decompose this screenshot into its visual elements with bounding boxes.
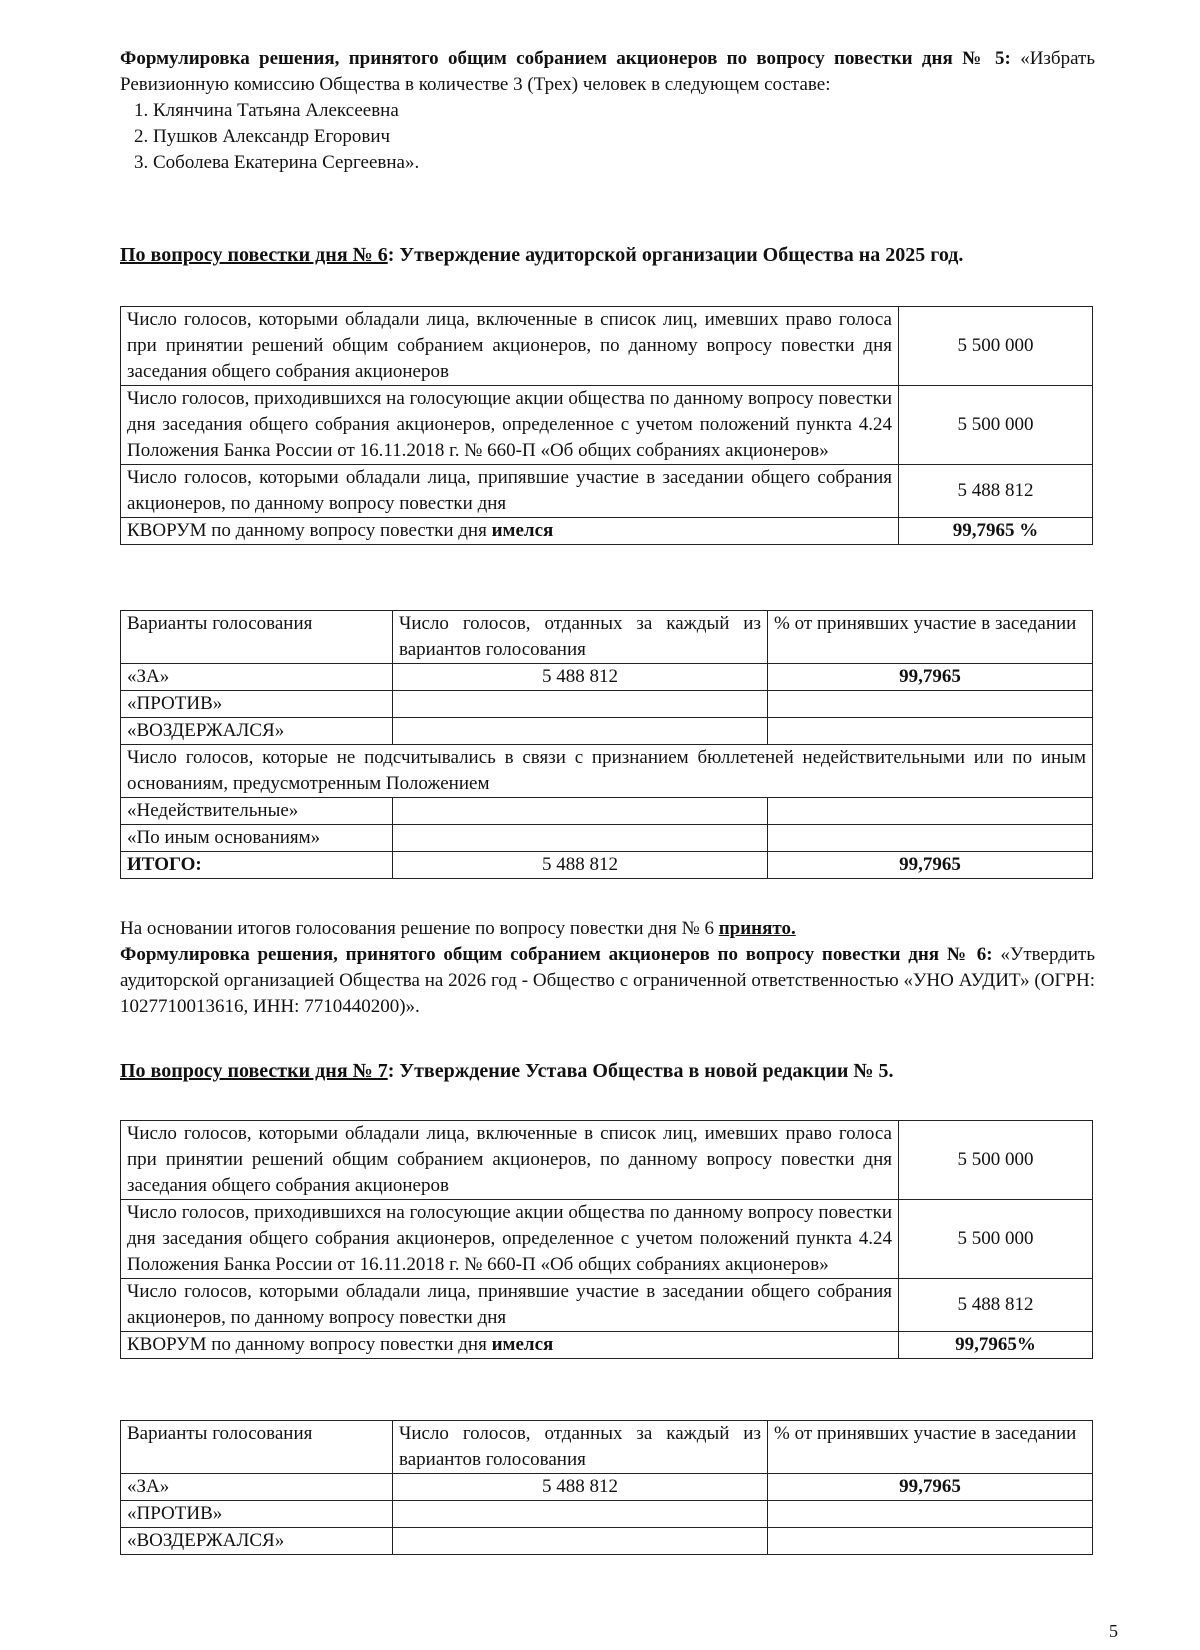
vote-option: «По иным основаниям» bbox=[121, 825, 393, 852]
header-cell: % от принявших участие в заседании bbox=[768, 611, 1093, 664]
quorum-value: 5 500 000 bbox=[899, 386, 1093, 465]
result-status: принято. bbox=[718, 918, 796, 939]
header-cell: Число голосов, отданных за каждый из вариантов голосования bbox=[393, 611, 768, 664]
vote-percent bbox=[768, 1501, 1093, 1528]
vote-percent: 99,7965 bbox=[768, 1474, 1093, 1501]
quorum-percent: 99,7965% bbox=[899, 1332, 1093, 1359]
table-row bbox=[121, 1279, 1093, 1332]
question-7-heading-prefix: По вопросу повестки дня № 7 bbox=[120, 1060, 388, 1082]
table-row bbox=[121, 1200, 1093, 1279]
table-row bbox=[121, 1421, 1093, 1474]
table-row bbox=[121, 825, 1093, 852]
vote-percent bbox=[768, 1528, 1093, 1555]
quorum-summary-label: КВОРУМ по данному вопросу повестки дня имелся bbox=[121, 1332, 899, 1359]
quorum-summary-label: КВОРУМ по данному вопросу повестки дня имелся bbox=[121, 518, 899, 545]
header-cell: Варианты голосования bbox=[121, 1421, 393, 1474]
quorum-table-7 bbox=[120, 1120, 1093, 1359]
table-row bbox=[121, 1121, 1093, 1200]
quorum-label: Число голосов, приходившихся на голосующие акции общества по данному вопросу повестки дня заседания общего собрания акционеров, определенное с учетом положений пункта 4.24 Положения Банка России от 16.11.2018 г. № 660-П «Об общих собраниях акционеров» bbox=[121, 386, 899, 465]
vote-option: «ЗА» bbox=[121, 664, 393, 691]
decision-6-lead: Формулировка решения, принятого общим собранием акционеров по вопросу повестки дня № 6: bbox=[120, 944, 993, 965]
table-row bbox=[121, 465, 1093, 518]
quorum-percent: 99,7965 % bbox=[899, 518, 1093, 545]
vote-percent: 99,7965 bbox=[768, 664, 1093, 691]
quorum-table-6 bbox=[120, 306, 1093, 545]
vote-count bbox=[393, 825, 768, 852]
decision-6 bbox=[120, 942, 1095, 1020]
quorum-value: 5 500 000 bbox=[899, 307, 1093, 386]
quorum-label: Число голосов, которыми обладали лица, припявшие участие в заседании общего собрания акционеров, по данному вопросу повестки дня bbox=[121, 465, 899, 518]
vote-option: «ВОЗДЕРЖАЛСЯ» bbox=[121, 1528, 393, 1555]
quorum-label: Число голосов, которыми обладали лица, принявшие участие в заседании общего собрания акционеров, по данному вопросу повестки дня bbox=[121, 1279, 899, 1332]
quorum-value: 5 488 812 bbox=[899, 465, 1093, 518]
vote-count bbox=[393, 718, 768, 745]
table-row bbox=[121, 611, 1093, 664]
vote-option: «ЗА» bbox=[121, 1474, 393, 1501]
page-number: 5 bbox=[1109, 1621, 1118, 1641]
vote-option: «ПРОТИВ» bbox=[121, 1501, 393, 1528]
quorum-status: имелся bbox=[491, 1334, 554, 1355]
total-count: 5 488 812 bbox=[393, 852, 768, 879]
question-7-heading-title: : Утверждение Устава Общества в новой редакции № 5. bbox=[387, 1060, 894, 1082]
vote-option: «ПРОТИВ» bbox=[121, 691, 393, 718]
vote-count bbox=[393, 1528, 768, 1555]
table-row bbox=[121, 852, 1093, 879]
question-6-heading-prefix: По вопросу повестки дня № 6 bbox=[120, 244, 388, 266]
vote-option: «Недействительные» bbox=[121, 798, 393, 825]
table-row bbox=[121, 518, 1093, 545]
quorum-value: 5 500 000 bbox=[899, 1200, 1093, 1279]
vote-count bbox=[393, 798, 768, 825]
member-item: 2. Пушков Александр Егорович bbox=[134, 126, 391, 147]
table-row bbox=[121, 691, 1093, 718]
vote-percent bbox=[768, 798, 1093, 825]
vote-percent bbox=[768, 691, 1093, 718]
header-cell: Варианты голосования bbox=[121, 611, 393, 664]
table-row bbox=[121, 386, 1093, 465]
quorum-value: 5 500 000 bbox=[899, 1121, 1093, 1200]
question-6-heading-title: : Утверждение аудиторской организации Общества на 2025 год. bbox=[387, 244, 964, 266]
vote-percent bbox=[768, 825, 1093, 852]
member-item: 3. Соболева Екатерина Сергеевна». bbox=[134, 152, 420, 173]
vote-count: 5 488 812 bbox=[393, 1474, 768, 1501]
commission-members bbox=[134, 98, 1095, 176]
table-row bbox=[121, 718, 1093, 745]
table-row bbox=[121, 664, 1093, 691]
vote-count bbox=[393, 1501, 768, 1528]
table-row bbox=[121, 1501, 1093, 1528]
quorum-value: 5 488 812 bbox=[899, 1279, 1093, 1332]
quorum-status: имелся bbox=[491, 520, 554, 541]
table-row bbox=[121, 798, 1093, 825]
result-6 bbox=[120, 916, 1095, 1020]
total-label: ИТОГО: bbox=[121, 852, 393, 879]
question-7-heading bbox=[120, 1058, 1120, 1084]
header-cell: Число голосов, отданных за каждый из вариантов голосования bbox=[393, 1421, 768, 1474]
table-row bbox=[121, 307, 1093, 386]
decision-6-text: «Утвердить аудиторской организацией Общества на 2026 год - Общество с ограниченной ответственностью «УНО АУДИТ» (ОГРН: 1027710013616, ИНН: 7710440200)». bbox=[120, 944, 1095, 1017]
invalid-note: Число голосов, которые не подсчитывались в связи с признанием бюллетеней недействительными или по иным основаниям, предусмотренным Положением bbox=[121, 745, 1093, 798]
total-percent: 99,7965 bbox=[768, 852, 1093, 879]
voting-table-7 bbox=[120, 1420, 1093, 1555]
vote-percent bbox=[768, 718, 1093, 745]
quorum-label: Число голосов, которыми обладали лица, включенные в список лиц, имевших право голоса при принятии решений общим собранием акционеров, по данному вопросу повестки дня заседания общего собрания акционеров bbox=[121, 307, 899, 386]
header-cell: % от принявших участие в заседании bbox=[768, 1421, 1093, 1474]
decision-5-lead: Формулировка решения, принятого общим собранием акционеров по вопросу повестки дня № 5: bbox=[120, 48, 1011, 69]
table-row bbox=[121, 745, 1093, 798]
decision-5-text-start: «Избрать Ревизионную комиссию Общества в количестве 3 (Трех) человек в следующем составе: bbox=[120, 48, 1095, 95]
result-6-line: На основании итогов голосования решение по вопросу повестки дня № 6 принято. bbox=[120, 918, 796, 939]
vote-option: «ВОЗДЕРЖАЛСЯ» bbox=[121, 718, 393, 745]
member-item: 1. Клянчина Татьяна Алексеевна bbox=[134, 100, 399, 121]
table-row bbox=[121, 1332, 1093, 1359]
table-row bbox=[121, 1528, 1093, 1555]
decision-5 bbox=[120, 46, 1095, 176]
question-6-heading bbox=[120, 242, 1120, 268]
quorum-label: Число голосов, которыми обладали лица, включенные в список лиц, имевших право голоса при принятии решений общим собранием акционеров, по данному вопросу повестки дня заседания общего собрания акционеров bbox=[121, 1121, 899, 1200]
quorum-label: Число голосов, приходившихся на голосующие акции общества по данному вопросу повестки дня заседания общего собрания акционеров, определенное с учетом положений пункта 4.24 Положения Банка России от 16.11.2018 г. № 660-П «Об общих собраниях акционеров» bbox=[121, 1200, 899, 1279]
vote-count bbox=[393, 691, 768, 718]
table-row bbox=[121, 1474, 1093, 1501]
voting-table-6 bbox=[120, 610, 1093, 879]
vote-count: 5 488 812 bbox=[393, 664, 768, 691]
